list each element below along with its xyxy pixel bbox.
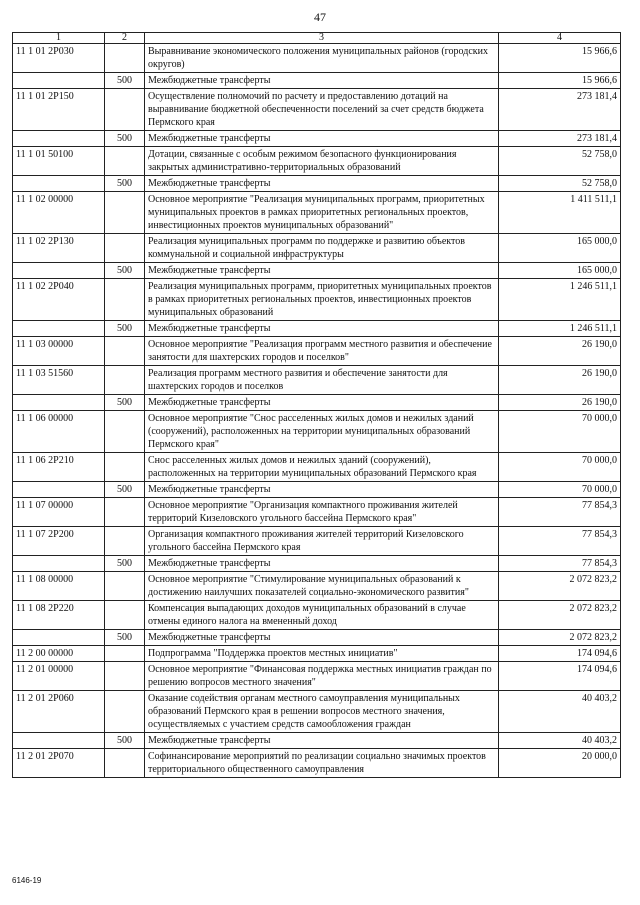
row-amount-cell: 2 072 823,2 <box>499 601 621 630</box>
row-name-cell: Межбюджетные трансферты <box>145 630 499 646</box>
row-name-cell: Основное мероприятие "Снос расселенных жилых домов и нежилых зданий (сооружений), расположенных на территории муниципальных образований Пермского края" <box>145 411 499 453</box>
row-name-cell: Межбюджетные трансферты <box>145 556 499 572</box>
row-name-cell: Межбюджетные трансферты <box>145 176 499 192</box>
row-amount-cell: 40 403,2 <box>499 733 621 749</box>
table-row <box>13 89 621 131</box>
table-header-row <box>13 33 621 44</box>
table-row <box>13 395 621 411</box>
row-code-cell: 11 1 01 50100 <box>13 147 105 176</box>
row-type-cell <box>105 366 145 395</box>
row-type-cell: 500 <box>105 395 145 411</box>
row-code-cell: 11 1 02 2P040 <box>13 279 105 321</box>
row-code-cell: 11 1 06 00000 <box>13 411 105 453</box>
table-row <box>13 691 621 733</box>
row-name-cell: Основное мероприятие "Стимулирование муниципальных образований к достижению наилучших показателей социально-экономического развития" <box>145 572 499 601</box>
row-amount-cell: 1 246 511,1 <box>499 279 621 321</box>
table-row <box>13 572 621 601</box>
row-name-cell: Снос расселенных жилых домов и нежилых зданий (сооружений), расположенных на территории муниципальных образований Пермского края <box>145 453 499 482</box>
row-code-cell: 11 1 08 2P220 <box>13 601 105 630</box>
table-row <box>13 453 621 482</box>
row-name-cell: Дотации, связанные с особым режимом безопасного функционирования закрытых административно-территориальных образований <box>145 147 499 176</box>
row-type-cell: 500 <box>105 176 145 192</box>
row-code-cell: 11 1 01 2P150 <box>13 89 105 131</box>
row-type-cell <box>105 662 145 691</box>
row-code-cell <box>13 395 105 411</box>
table-row <box>13 73 621 89</box>
table-row <box>13 749 621 778</box>
row-amount-cell: 15 966,6 <box>499 44 621 73</box>
row-name-cell: Реализация программ местного развития и обеспечение занятости для шахтерских городов и поселков <box>145 366 499 395</box>
row-type-cell <box>105 749 145 778</box>
row-code-cell <box>13 321 105 337</box>
row-amount-cell: 174 094,6 <box>499 662 621 691</box>
row-amount-cell: 20 000,0 <box>499 749 621 778</box>
row-code-cell: 11 1 08 00000 <box>13 572 105 601</box>
table-row <box>13 279 621 321</box>
row-name-cell: Межбюджетные трансферты <box>145 73 499 89</box>
row-name-cell: Межбюджетные трансферты <box>145 263 499 279</box>
row-code-cell <box>13 131 105 147</box>
row-name-cell: Основное мероприятие "Реализация муниципальных программ, приоритетных муниципальных проектов в рамках приоритетных региональных проектов, инвестиционных проектов муниципальных образований" <box>145 192 499 234</box>
row-amount-cell: 273 181,4 <box>499 131 621 147</box>
row-code-cell: 11 2 00 00000 <box>13 646 105 662</box>
table-row <box>13 131 621 147</box>
table-body <box>13 44 621 778</box>
row-name-cell: Реализация муниципальных программ по поддержке и развитию объектов коммунальной и социальной инфраструктуры <box>145 234 499 263</box>
table-row <box>13 234 621 263</box>
row-code-cell <box>13 263 105 279</box>
row-amount-cell: 15 966,6 <box>499 73 621 89</box>
table-row <box>13 192 621 234</box>
row-amount-cell: 26 190,0 <box>499 337 621 366</box>
row-type-cell: 500 <box>105 556 145 572</box>
table-row <box>13 498 621 527</box>
row-type-cell <box>105 411 145 453</box>
table-row <box>13 527 621 556</box>
row-name-cell: Выравнивание экономического положения муниципальных районов (городских округов) <box>145 44 499 73</box>
table-row <box>13 337 621 366</box>
row-name-cell: Межбюджетные трансферты <box>145 482 499 498</box>
table-row <box>13 733 621 749</box>
column-header-3: 3 <box>145 33 499 44</box>
row-code-cell <box>13 482 105 498</box>
row-code-cell: 11 1 06 2P210 <box>13 453 105 482</box>
row-amount-cell: 70 000,0 <box>499 453 621 482</box>
column-header-1: 1 <box>13 33 105 44</box>
row-code-cell: 11 1 07 2P200 <box>13 527 105 556</box>
row-name-cell: Основное мероприятие "Организация компактного проживания жителей территорий Кизеловского угольного бассейна Пермского края" <box>145 498 499 527</box>
row-type-cell <box>105 192 145 234</box>
row-type-cell <box>105 691 145 733</box>
row-amount-cell: 70 000,0 <box>499 482 621 498</box>
row-code-cell: 11 2 01 2P070 <box>13 749 105 778</box>
row-code-cell <box>13 556 105 572</box>
row-name-cell: Межбюджетные трансферты <box>145 733 499 749</box>
row-amount-cell: 165 000,0 <box>499 234 621 263</box>
row-type-cell <box>105 601 145 630</box>
row-code-cell: 11 2 01 2P060 <box>13 691 105 733</box>
page-number: 47 <box>314 10 326 24</box>
row-type-cell <box>105 498 145 527</box>
column-header-4: 4 <box>499 33 621 44</box>
row-type-cell: 500 <box>105 131 145 147</box>
row-name-cell: Подпрограмма "Поддержка проектов местных инициатив" <box>145 646 499 662</box>
table-row <box>13 176 621 192</box>
row-amount-cell: 26 190,0 <box>499 366 621 395</box>
row-type-cell: 500 <box>105 321 145 337</box>
row-amount-cell: 165 000,0 <box>499 263 621 279</box>
row-name-cell: Основное мероприятие "Финансовая поддержка местных инициатив граждан по решению вопросов местного значения" <box>145 662 499 691</box>
row-type-cell <box>105 44 145 73</box>
table-row <box>13 321 621 337</box>
row-type-cell <box>105 89 145 131</box>
row-amount-cell: 52 758,0 <box>499 176 621 192</box>
row-name-cell: Межбюджетные трансферты <box>145 131 499 147</box>
row-type-cell <box>105 527 145 556</box>
row-amount-cell: 1 411 511,1 <box>499 192 621 234</box>
row-name-cell: Основное мероприятие "Реализация программ местного развития и обеспечение занятости для шахтерских городов и поселков" <box>145 337 499 366</box>
row-type-cell <box>105 234 145 263</box>
budget-table <box>12 32 621 778</box>
row-code-cell: 11 1 02 00000 <box>13 192 105 234</box>
row-amount-cell: 77 854,3 <box>499 556 621 572</box>
table-row <box>13 482 621 498</box>
row-amount-cell: 40 403,2 <box>499 691 621 733</box>
row-code-cell <box>13 176 105 192</box>
row-amount-cell: 77 854,3 <box>499 498 621 527</box>
row-type-cell: 500 <box>105 733 145 749</box>
row-type-cell <box>105 572 145 601</box>
row-code-cell <box>13 73 105 89</box>
row-type-cell: 500 <box>105 263 145 279</box>
row-name-cell: Межбюджетные трансферты <box>145 321 499 337</box>
row-name-cell: Компенсация выпадающих доходов муниципальных образований в случае отмены единого налога на вмененный доход <box>145 601 499 630</box>
table-row <box>13 411 621 453</box>
row-type-cell <box>105 337 145 366</box>
row-amount-cell: 26 190,0 <box>499 395 621 411</box>
column-header-2: 2 <box>105 33 145 44</box>
row-type-cell <box>105 453 145 482</box>
row-code-cell <box>13 733 105 749</box>
row-name-cell: Межбюджетные трансферты <box>145 395 499 411</box>
row-code-cell: 11 1 03 00000 <box>13 337 105 366</box>
row-type-cell <box>105 279 145 321</box>
row-name-cell: Реализация муниципальных программ, приоритетных муниципальных проектов в рамках приоритетных региональных проектов, инвестиционных проектов муниципальных образований <box>145 279 499 321</box>
row-name-cell: Осуществление полномочий по расчету и предоставлению дотаций на выравнивание бюджетной обеспеченности поселений за счет средств бюджета Пермского края <box>145 89 499 131</box>
row-amount-cell: 174 094,6 <box>499 646 621 662</box>
row-amount-cell: 1 246 511,1 <box>499 321 621 337</box>
row-type-cell <box>105 147 145 176</box>
row-amount-cell: 2 072 823,2 <box>499 572 621 601</box>
table-row <box>13 662 621 691</box>
row-amount-cell: 52 758,0 <box>499 147 621 176</box>
row-code-cell: 11 1 01 2P030 <box>13 44 105 73</box>
row-amount-cell: 273 181,4 <box>499 89 621 131</box>
row-code-cell: 11 1 03 51560 <box>13 366 105 395</box>
table-row <box>13 147 621 176</box>
table-row <box>13 601 621 630</box>
row-type-cell <box>105 646 145 662</box>
row-code-cell: 11 2 01 00000 <box>13 662 105 691</box>
row-code-cell: 11 1 07 00000 <box>13 498 105 527</box>
document-code: 6146-19 <box>12 876 42 885</box>
row-amount-cell: 2 072 823,2 <box>499 630 621 646</box>
table-row <box>13 366 621 395</box>
row-type-cell: 500 <box>105 73 145 89</box>
row-name-cell: Софинансирование мероприятий по реализации социально значимых проектов территориального общественного самоуправления <box>145 749 499 778</box>
table-row <box>13 44 621 73</box>
row-code-cell: 11 1 02 2P130 <box>13 234 105 263</box>
row-type-cell: 500 <box>105 630 145 646</box>
table-row <box>13 630 621 646</box>
row-type-cell: 500 <box>105 482 145 498</box>
row-name-cell: Организация компактного проживания жителей территорий Кизеловского угольного бассейна Пермского края <box>145 527 499 556</box>
row-amount-cell: 70 000,0 <box>499 411 621 453</box>
row-amount-cell: 77 854,3 <box>499 527 621 556</box>
row-name-cell: Оказание содействия органам местного самоуправления муниципальных образований Пермского края в решении вопросов местного значения, осуществляемых с участием средств самообложения граждан <box>145 691 499 733</box>
table-row <box>13 263 621 279</box>
row-code-cell <box>13 630 105 646</box>
table-row <box>13 646 621 662</box>
table-row <box>13 556 621 572</box>
